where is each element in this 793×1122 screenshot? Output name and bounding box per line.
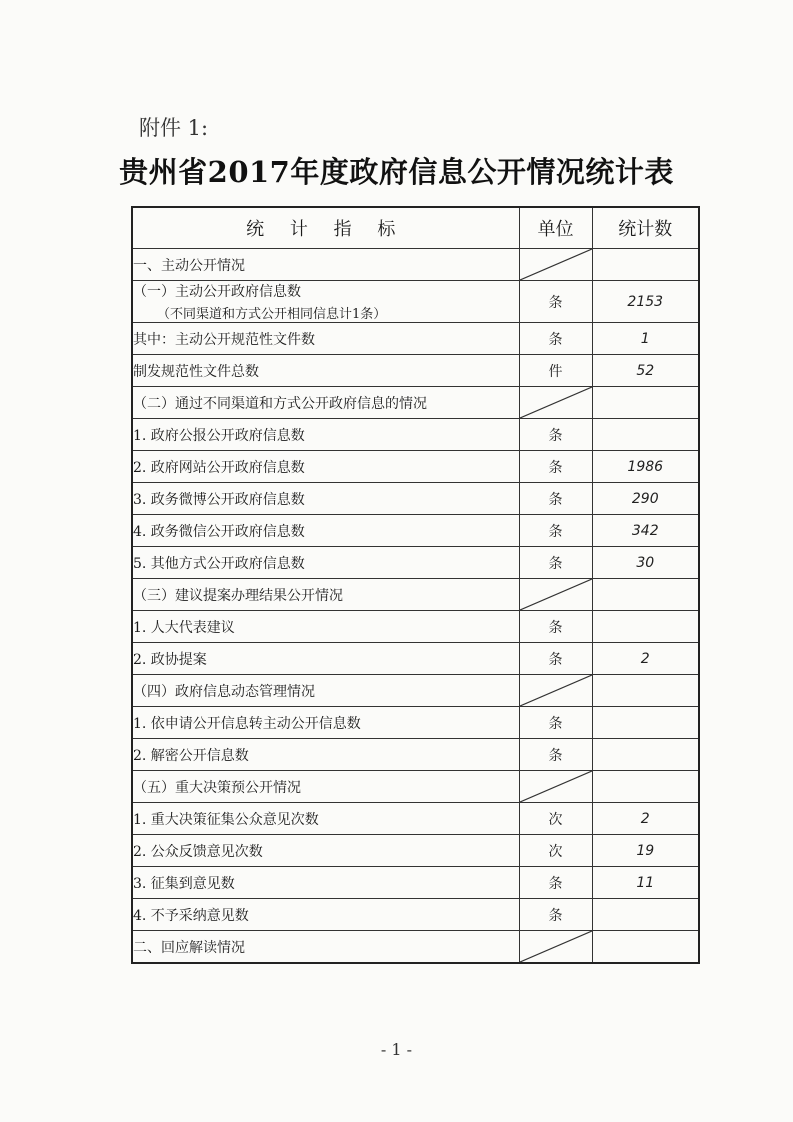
value-cell xyxy=(592,771,699,803)
indicator-cell xyxy=(132,931,519,964)
attachment-label: 附件 1: xyxy=(139,116,209,140)
header-indicator: 统 计 指 标 xyxy=(132,207,519,249)
unit-cell-empty xyxy=(519,387,592,419)
unit-cell: 条 xyxy=(519,451,592,483)
indicator-label: 制发规范性文件总数 xyxy=(133,363,259,380)
value-cell: 1986 xyxy=(592,451,699,483)
indicator-cell xyxy=(132,771,519,803)
unit-cell: 条 xyxy=(519,707,592,739)
unit-cell: 条 xyxy=(519,739,592,771)
statistics-table xyxy=(131,206,700,964)
unit-cell: 条 xyxy=(519,611,592,643)
table-row xyxy=(132,451,699,483)
table-row xyxy=(132,355,699,387)
value-cell xyxy=(592,387,699,419)
indicator-label: 1. 重大决策征集公众意见次数 xyxy=(133,811,319,828)
diagonal-slash xyxy=(520,771,592,802)
unit-cell-empty xyxy=(519,579,592,611)
table-row xyxy=(132,899,699,931)
table-row xyxy=(132,803,699,835)
table-row xyxy=(132,835,699,867)
indicator-cell xyxy=(132,387,519,419)
indicator-label: （一）主动公开政府信息数 xyxy=(133,284,301,300)
table-row xyxy=(132,323,699,355)
value-cell: 2 xyxy=(592,803,699,835)
value-cell: 1 xyxy=(592,323,699,355)
value-cell xyxy=(592,419,699,451)
indicator-cell xyxy=(132,611,519,643)
unit-cell-empty xyxy=(519,249,592,281)
indicator-cell xyxy=(132,281,519,323)
unit-cell-empty xyxy=(519,771,592,803)
indicator-label: （二）通过不同渠道和方式公开政府信息的情况 xyxy=(133,395,427,412)
table-row xyxy=(132,249,699,281)
indicator-label: 2. 公众反馈意见次数 xyxy=(133,843,263,860)
unit-cell: 条 xyxy=(519,899,592,931)
value-cell: 11 xyxy=(592,867,699,899)
value-cell xyxy=(592,675,699,707)
table-row xyxy=(132,579,699,611)
indicator-cell xyxy=(132,249,519,281)
indicator-label: （四）政府信息动态管理情况 xyxy=(133,683,315,700)
value-cell xyxy=(592,707,699,739)
unit-cell-empty xyxy=(519,675,592,707)
unit-cell-empty xyxy=(519,931,592,964)
indicator-cell xyxy=(132,867,519,899)
indicator-label: 3. 政务微博公开政府信息数 xyxy=(133,491,305,508)
unit-cell: 件 xyxy=(519,355,592,387)
table-row xyxy=(132,515,699,547)
indicator-cell xyxy=(132,899,519,931)
indicator-cell xyxy=(132,707,519,739)
unit-cell: 次 xyxy=(519,803,592,835)
indicator-cell xyxy=(132,419,519,451)
indicator-label: 一、主动公开情况 xyxy=(133,257,245,274)
diagonal-slash xyxy=(520,249,592,280)
indicator-label: 4. 不予采纳意见数 xyxy=(133,907,249,924)
indicator-cell xyxy=(132,323,519,355)
table-row xyxy=(132,739,699,771)
table-row xyxy=(132,675,699,707)
value-cell xyxy=(592,579,699,611)
indicator-cell xyxy=(132,579,519,611)
unit-cell: 条 xyxy=(519,323,592,355)
indicator-cell xyxy=(132,547,519,579)
table-row xyxy=(132,387,699,419)
table-row xyxy=(132,547,699,579)
value-cell: 52 xyxy=(592,355,699,387)
value-cell: 30 xyxy=(592,547,699,579)
value-cell xyxy=(592,899,699,931)
table-header-row xyxy=(132,207,699,249)
indicator-label: 5. 其他方式公开政府信息数 xyxy=(133,555,305,572)
value-cell xyxy=(592,931,699,964)
table-body xyxy=(132,249,699,964)
indicator-label: 2. 政府网站公开政府信息数 xyxy=(133,459,305,476)
table-row xyxy=(132,419,699,451)
indicator-label: 4. 政务微信公开政府信息数 xyxy=(133,523,305,540)
indicator-label: 3. 征集到意见数 xyxy=(133,875,235,892)
value-cell: 19 xyxy=(592,835,699,867)
value-cell: 2153 xyxy=(592,281,699,323)
table-row xyxy=(132,707,699,739)
table-row xyxy=(132,611,699,643)
page-number: - 1 - xyxy=(380,1040,413,1059)
header-value: 统计数 xyxy=(592,207,699,249)
value-cell: 342 xyxy=(592,515,699,547)
table-row xyxy=(132,867,699,899)
indicator-cell xyxy=(132,483,519,515)
indicator-cell xyxy=(132,835,519,867)
value-cell xyxy=(592,611,699,643)
indicator-label: 其中：主动公开规范性文件数 xyxy=(133,331,315,348)
unit-cell: 条 xyxy=(519,483,592,515)
indicator-label: （五）重大决策预公开情况 xyxy=(133,779,301,796)
diagonal-slash xyxy=(520,387,592,418)
table-row xyxy=(132,931,699,964)
diagonal-slash xyxy=(520,931,592,962)
indicator-cell xyxy=(132,451,519,483)
value-cell xyxy=(592,249,699,281)
table-row xyxy=(132,483,699,515)
unit-cell: 条 xyxy=(519,515,592,547)
indicator-cell xyxy=(132,355,519,387)
diagonal-slash xyxy=(520,579,592,610)
header-unit: 单位 xyxy=(519,207,592,249)
document-title: 贵州省2017年度政府信息公开情况统计表 xyxy=(119,155,674,189)
unit-cell: 条 xyxy=(519,643,592,675)
indicator-label: 2. 解密公开信息数 xyxy=(133,747,249,764)
indicator-label: 1. 人大代表建议 xyxy=(133,619,235,636)
value-cell: 290 xyxy=(592,483,699,515)
unit-cell: 条 xyxy=(519,867,592,899)
indicator-cell xyxy=(132,515,519,547)
indicator-cell xyxy=(132,739,519,771)
indicator-label: 2. 政协提案 xyxy=(133,651,207,668)
indicator-cell xyxy=(132,643,519,675)
indicator-label: 二、回应解读情况 xyxy=(133,939,245,956)
diagonal-slash xyxy=(520,675,592,706)
indicator-label: 1. 政府公报公开政府信息数 xyxy=(133,427,305,444)
indicator-label: （三）建议提案办理结果公开情况 xyxy=(133,587,343,604)
indicator-sublabel: （不同渠道和方式公开相同信息计1条） xyxy=(157,307,387,322)
unit-cell: 条 xyxy=(519,281,592,323)
unit-cell: 条 xyxy=(519,419,592,451)
value-cell: 2 xyxy=(592,643,699,675)
value-cell xyxy=(592,739,699,771)
unit-cell: 次 xyxy=(519,835,592,867)
indicator-label: 1. 依申请公开信息转主动公开信息数 xyxy=(133,715,361,732)
indicator-cell xyxy=(132,803,519,835)
unit-cell: 条 xyxy=(519,547,592,579)
table-row xyxy=(132,643,699,675)
table-row xyxy=(132,281,699,323)
indicator-cell xyxy=(132,675,519,707)
table-row xyxy=(132,771,699,803)
